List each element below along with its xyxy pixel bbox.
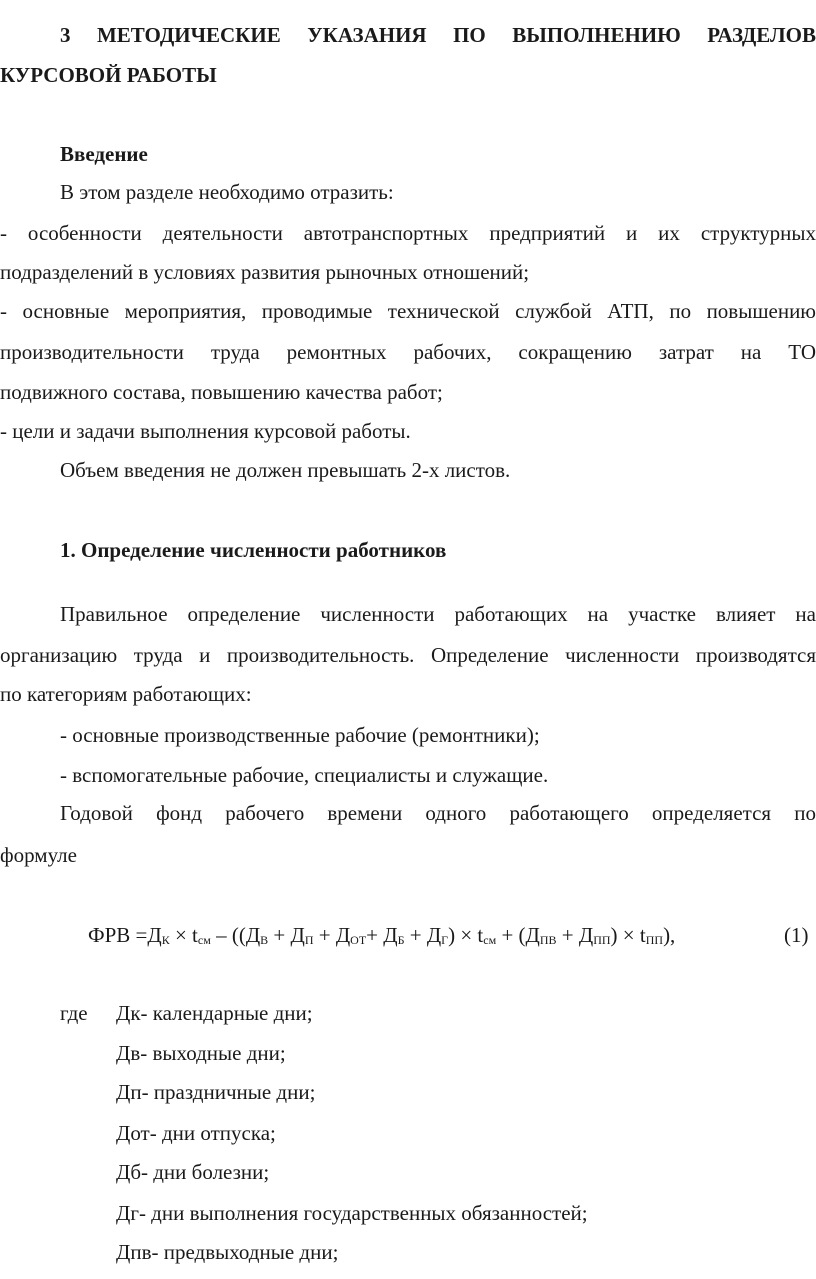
intro-line: подразделений в условиях развития рыночных отношений; bbox=[0, 260, 530, 284]
intro-line: В этом разделе необходимо отразить: bbox=[60, 180, 394, 204]
where-item: Дк- календарные дни; bbox=[116, 1001, 313, 1025]
intro-line: подвижного состава, повышению качества работ; bbox=[0, 380, 443, 404]
where-label: где bbox=[60, 1001, 88, 1025]
section-1-line: формуле bbox=[0, 843, 77, 867]
formula-frv: ФРВ $=Д_К \times t_{см} - ((Д_В + Д_П + Д_{ОТ}+ Д_Б + Д_Г) \times t_{см} + (Д_{ПВ} + Д_{ПП}) \times t_{ПП})$, bbox=[88, 923, 676, 947]
where-item: Дг- дни выполнения государственных обязанностей; bbox=[116, 1201, 588, 1225]
section-1-line: - вспомогательные рабочие, специалисты и служащие. bbox=[60, 763, 549, 787]
intro-line: производительности труда ремонтных рабочих, сокращению затрат на ТО bbox=[0, 340, 816, 364]
section-1-line: по категориям работающих: bbox=[0, 682, 252, 706]
intro-line: Объем введения не должен превышать 2-х листов. bbox=[60, 458, 511, 482]
where-item: Дот- дни отпуска; bbox=[116, 1121, 276, 1145]
heading-line-1: 3 МЕТОДИЧЕСКИЕ УКАЗАНИЯ ПО ВЫПОЛНЕНИЮ РАЗДЕЛОВ bbox=[60, 23, 816, 47]
section-1-title: 1. Определение численности работников bbox=[60, 538, 447, 562]
where-item: Дв- выходные дни; bbox=[116, 1041, 286, 1065]
section-1-line: Правильное определение численности работающих на участке влияет на bbox=[60, 602, 816, 626]
intro-line: - особенности деятельности автотранспортных предприятий и их структурных bbox=[0, 221, 816, 245]
formula-number: (1) bbox=[784, 923, 809, 947]
section-1-line: организацию труда и производительность. Определение численности производятся bbox=[0, 643, 816, 667]
where-item: Дпв- предвыходные дни; bbox=[116, 1240, 339, 1264]
intro-line: - цели и задачи выполнения курсовой работы. bbox=[0, 419, 411, 443]
heading-line-2: КУРСОВОЙ РАБОТЫ bbox=[0, 63, 217, 87]
section-1-line: Годовой фонд рабочего времени одного работающего определяется по bbox=[60, 801, 816, 825]
intro-title: Введение bbox=[60, 142, 148, 166]
where-item: Дб- дни болезни; bbox=[116, 1160, 270, 1184]
where-item: Дп- праздничные дни; bbox=[116, 1080, 316, 1104]
section-1-line: - основные производственные рабочие (ремонтники); bbox=[60, 723, 540, 747]
intro-line: - основные мероприятия, проводимые технической службой АТП, по повышению bbox=[0, 299, 816, 323]
